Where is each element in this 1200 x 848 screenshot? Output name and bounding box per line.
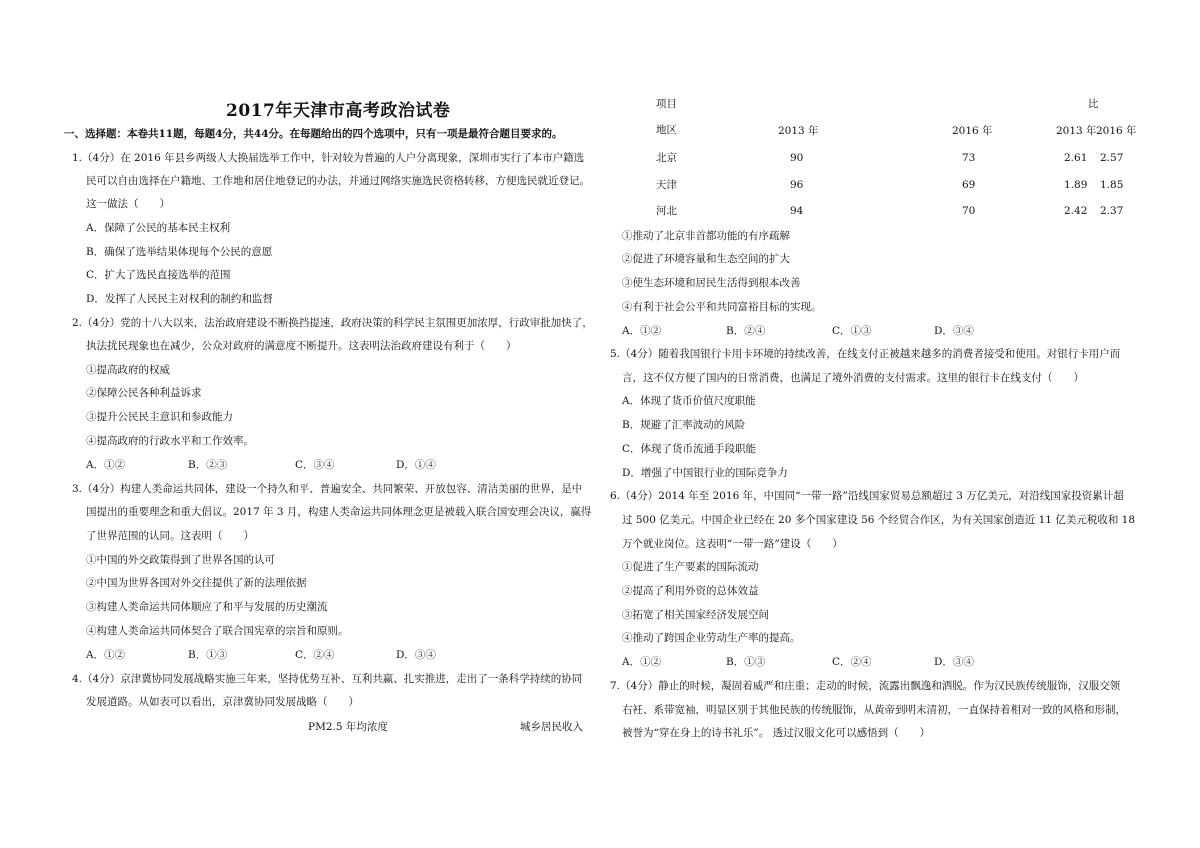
- question-7-line: 右衽、系带宽袖，明显区别于其他民族的传统服饰，从黄帝到明末清初，一直保持着相对一致的风格和形制，: [622, 704, 1126, 716]
- question-1-line: 这一做法（ ）: [86, 198, 170, 210]
- table-header-2016: 2016 年: [952, 125, 993, 137]
- statement-item: ②中国为世界各国对外交往提供了新的法理依据: [86, 577, 307, 589]
- option-d: D．发挥了人民民主对权利的制约和监督: [86, 293, 273, 305]
- table-cell: 1.85: [1100, 179, 1124, 191]
- table-header-item: 项目: [656, 98, 677, 110]
- question-3-line: 国提出的重要理念和重大倡议。2017 年 3 月，构建人类命运共同体理念更是被载入联合国安理会决议，赢得: [86, 506, 592, 518]
- table-header-income: 城乡居民收入: [520, 721, 583, 733]
- statement-item: ④构建人类命运共同体契合了联合国宪章的宗旨和原则。: [86, 625, 349, 637]
- statement-item: ③拓宽了相关国家经济发展空间: [622, 609, 769, 621]
- option-b: B．①③: [726, 656, 766, 668]
- question-6-line: 6.（4分）2014 年至 2016 年，中国同“一带一路”沿线国家贸易总额超过 3 万亿美元，对沿线国家投资累计超: [610, 490, 1124, 502]
- statement-item: ③提升公民民主意识和参政能力: [86, 411, 233, 423]
- statement-item: ②促进了环境容量和生态空间的扩大: [622, 253, 790, 265]
- table-cell: 70: [962, 205, 976, 217]
- question-3-line: 了世界范围的认同。这表明（ ）: [86, 530, 254, 542]
- question-6-line: 过 500 亿美元。中国企业已经在 20 多个国家建设 56 个经贸合作区，为有关国家创造近 11 亿美元税收和 18: [622, 514, 1136, 526]
- statement-item: ①提高政府的权威: [86, 364, 170, 376]
- question-4-line: 4.（4分）京津冀协同发展战略实施三年来，坚持优势互补、互利共赢、扎实推进，走出了一条科学持续的协同: [72, 673, 583, 685]
- table-cell: 1.89: [1064, 179, 1088, 191]
- table-cell: 2.61: [1064, 152, 1088, 164]
- option-c: C．扩大了选民直接选举的范围: [86, 269, 231, 281]
- statement-item: ④推动了跨国企业劳动生产率的提高。: [622, 632, 801, 644]
- option-a: A．①②: [86, 459, 126, 471]
- option-d: D．③④: [934, 325, 974, 337]
- question-7-line: 7.（4分）静止的时候，凝固着威严和庄重；走动的时候，流露出飘逸和洒脱。作为汉民族传统服饰，汉服交领: [610, 680, 1121, 692]
- table-cell-region: 天津: [656, 179, 677, 191]
- table-header-ratio-2016: 2016 年: [1096, 125, 1137, 137]
- page-title: 2017年天津市高考政治试卷: [226, 101, 451, 121]
- question-2-line: 2.（4分）党的十八大以来，法治政府建设不断换挡提速，政府决策的科学民主氛围更加浓厚，行政审批加快了，: [72, 317, 593, 329]
- table-cell: 73: [962, 152, 976, 164]
- option-c: C．体现了货币流通手段职能: [622, 443, 757, 455]
- statement-item: ①推动了北京非首都功能的有序疏解: [622, 230, 790, 242]
- question-7-line: 被誉为“穿在身上的诗书礼乐”。 透过汉服文化可以感悟到（ ）: [622, 727, 931, 739]
- table-cell: 96: [790, 179, 804, 191]
- table-cell: 2.42: [1064, 205, 1088, 217]
- question-5-line: 5.（4分）随着我国银行卡用卡环境的持续改善，在线支付正被越来越多的消费者接受和使用。对银行卡用户而: [610, 348, 1121, 360]
- table-header-region: 地区: [656, 124, 677, 136]
- question-6-line: 万个就业岗位。这表明“一带一路”建设（ ）: [622, 538, 843, 550]
- statement-item: ③构建人类命运共同体顺应了和平与发展的历史潮流: [86, 601, 328, 613]
- table-cell-region: 河北: [656, 205, 677, 217]
- table-header-ratio: 比: [1088, 98, 1099, 110]
- table-cell: 94: [790, 205, 804, 217]
- option-d: D．增强了中国银行业的国际竞争力: [622, 467, 788, 479]
- table-cell: 90: [790, 152, 804, 164]
- option-c: C．②④: [295, 649, 335, 661]
- statement-item: ①中国的外交政策得到了世界各国的认可: [86, 554, 275, 566]
- question-1-line: 1.（4分）在 2016 年县乡两级人大换届选举工作中，针对较为普遍的人户分离现象，深圳市实行了本市户籍选: [72, 152, 585, 164]
- statement-item: ②提高了利用外资的总体效益: [622, 585, 759, 597]
- option-c: C．①③: [832, 325, 872, 337]
- option-a: A．保障了公民的基本民主权利: [86, 222, 231, 234]
- table-cell: 69: [962, 179, 976, 191]
- option-a: A．①②: [622, 656, 662, 668]
- option-a: A．体现了货币价值尺度职能: [622, 395, 756, 407]
- question-4-line: 发展道路。从如表可以看出，京津冀协同发展战略（ ）: [86, 696, 359, 708]
- statement-item: ②保障公民各种利益诉求: [86, 387, 202, 399]
- option-d: D．①④: [396, 459, 436, 471]
- table-header-2013: 2013 年: [778, 125, 819, 137]
- option-c: C．②④: [832, 656, 872, 668]
- statement-item: ①促进了生产要素的国际流动: [622, 561, 759, 573]
- option-b: B．②③: [188, 459, 228, 471]
- question-1-line: 民可以自由选择在户籍地、工作地和居住地登记的办法，并通过网络实施选民资格转移，方便选民就近登记。: [86, 175, 590, 187]
- option-a: A．①②: [622, 325, 662, 337]
- option-b: B．规避了汇率波动的风险: [622, 419, 746, 431]
- table-cell: 2.37: [1100, 205, 1124, 217]
- statement-item: ④提高政府的行政水平和工作效率。: [86, 435, 254, 447]
- option-b: B．确保了选举结果体现每个公民的意愿: [86, 246, 273, 258]
- option-d: D．③④: [934, 656, 974, 668]
- question-5-line: 言，这不仅方便了国内的日常消费，也满足了境外消费的支付需求。这里的银行卡在线支付（ ）: [622, 372, 1084, 384]
- table-cell-region: 北京: [656, 152, 677, 164]
- question-2-line: 执法扰民现象也在减少，公众对政府的满意度不断提升。这表明法治政府建设有利于（ ）: [86, 340, 517, 352]
- option-c: C．③④: [295, 459, 335, 471]
- table-header-ratio-2013: 2013 年: [1056, 125, 1097, 137]
- option-b: B．②④: [726, 325, 766, 337]
- statement-item: ③使生态环境和居民生活得到根本改善: [622, 277, 801, 289]
- table-header-pm25: PM2.5 年均浓度: [308, 721, 388, 733]
- question-3-line: 3.（4分）构建人类命运共同体，建设一个持久和平、普遍安全、共同繁荣、开放包容、清洁美丽的世界，是中: [72, 483, 583, 495]
- section-heading: 一、选择题：本卷共11题，每题4分，共44分。在每题给出的四个选项中，只有一项是最符合题目要求的。: [64, 128, 563, 140]
- table-cell: 2.57: [1100, 152, 1124, 164]
- option-b: B．①③: [188, 649, 228, 661]
- option-a: A．①②: [86, 649, 126, 661]
- option-d: D．③④: [396, 649, 436, 661]
- statement-item: ④有利于社会公平和共同富裕目标的实现。: [622, 301, 822, 313]
